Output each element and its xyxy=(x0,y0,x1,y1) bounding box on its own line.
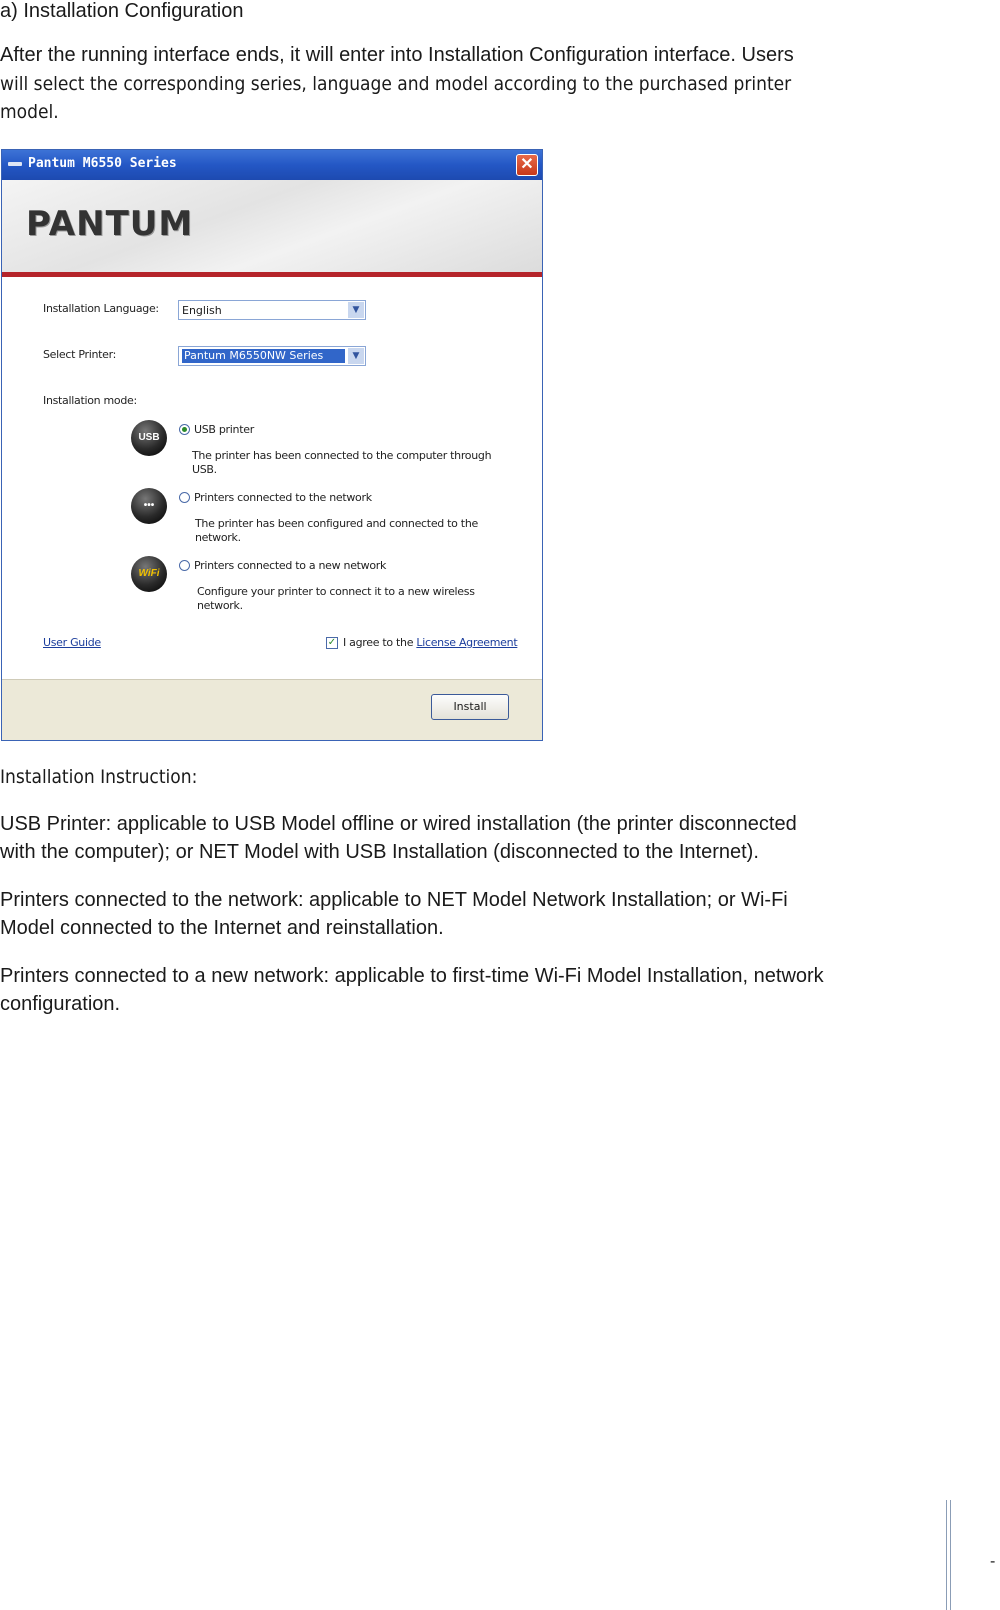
agree-checkbox[interactable]: ✓ xyxy=(327,637,337,648)
pantum-logo: PANTUM xyxy=(26,204,194,244)
license-agreement-link[interactable]: License Agreement xyxy=(416,636,518,649)
margin-rule-left xyxy=(946,1500,947,1610)
new-network-instruction-line-1: Printers connected to a new network: applicable to first-time Wi-Fi Model Installation, network xyxy=(0,965,824,987)
usb-instruction-line-1: USB Printer: applicable to USB Model offline or wired installation (the printer disconnected xyxy=(0,813,797,835)
printer-select[interactable] xyxy=(178,346,366,366)
usb-printer-radio[interactable] xyxy=(179,424,190,435)
agree-label: I agree to the xyxy=(343,636,414,649)
intro-line-3: model. xyxy=(0,101,59,123)
network-printer-radio[interactable] xyxy=(179,492,190,503)
network-desc-line-2: network. xyxy=(195,531,241,544)
new-network-radio[interactable] xyxy=(179,560,190,571)
usb-desc-line-1: The printer has been connected to the computer through xyxy=(192,449,492,462)
intro-line-2: will select the corresponding series, language and model according to the purchased printer xyxy=(0,73,792,95)
language-value: English xyxy=(182,304,222,317)
agree-text xyxy=(343,636,517,649)
network-printer-option[interactable]: Printers connected to the network xyxy=(194,491,372,504)
usb-icon: USB xyxy=(131,420,167,456)
intro-line-1: After the running interface ends, it will enter into Installation Configuration interface. Users xyxy=(0,44,794,66)
chevron-down-icon[interactable]: ▼ xyxy=(348,302,364,318)
installer-window xyxy=(1,149,543,741)
printer-value: Pantum M6550NW Series xyxy=(182,349,345,363)
title-bar xyxy=(2,150,542,180)
banner xyxy=(2,180,542,272)
new-network-desc-line-2: network. xyxy=(197,599,243,612)
close-button[interactable]: ✕ xyxy=(516,154,538,176)
window-icon xyxy=(8,162,22,166)
network-desc-line-1: The printer has been configured and connected to the xyxy=(195,517,478,530)
language-label: Installation Language: xyxy=(43,302,159,315)
usb-desc-line-2: USB. xyxy=(192,463,217,476)
margin-rule-right xyxy=(950,1500,951,1610)
network-icon: ••• xyxy=(131,488,167,524)
section-heading: a) Installation Configuration xyxy=(0,0,244,22)
window-title: Pantum M6550 Series xyxy=(28,156,177,171)
usb-printer-option[interactable]: USB printer xyxy=(194,423,254,436)
usb-instruction-line-2: with the computer); or NET Model with USB Installation (disconnected to the Internet). xyxy=(0,841,759,863)
mode-label: Installation mode: xyxy=(43,394,137,407)
new-network-desc-line-1: Configure your printer to connect it to a new wireless xyxy=(197,585,475,598)
network-instruction-line-2: Model connected to the Internet and reinstallation. xyxy=(0,917,444,939)
printer-label: Select Printer: xyxy=(43,348,117,361)
page-number: - xyxy=(990,1553,996,1570)
install-button[interactable]: Install xyxy=(431,694,509,720)
chevron-down-icon[interactable]: ▼ xyxy=(348,348,364,364)
new-network-instruction-line-2: configuration. xyxy=(0,993,121,1015)
new-network-option[interactable]: Printers connected to a new network xyxy=(194,559,387,572)
window-body xyxy=(2,277,542,679)
user-guide-link[interactable]: User Guide xyxy=(43,636,101,649)
wifi-icon: WiFi xyxy=(131,556,167,592)
instruction-title: Installation Instruction: xyxy=(0,766,198,788)
window-footer xyxy=(2,679,542,740)
network-instruction-line-1: Printers connected to the network: applicable to NET Model Network Installation; or Wi-Fi xyxy=(0,889,788,911)
language-select[interactable] xyxy=(178,300,366,320)
